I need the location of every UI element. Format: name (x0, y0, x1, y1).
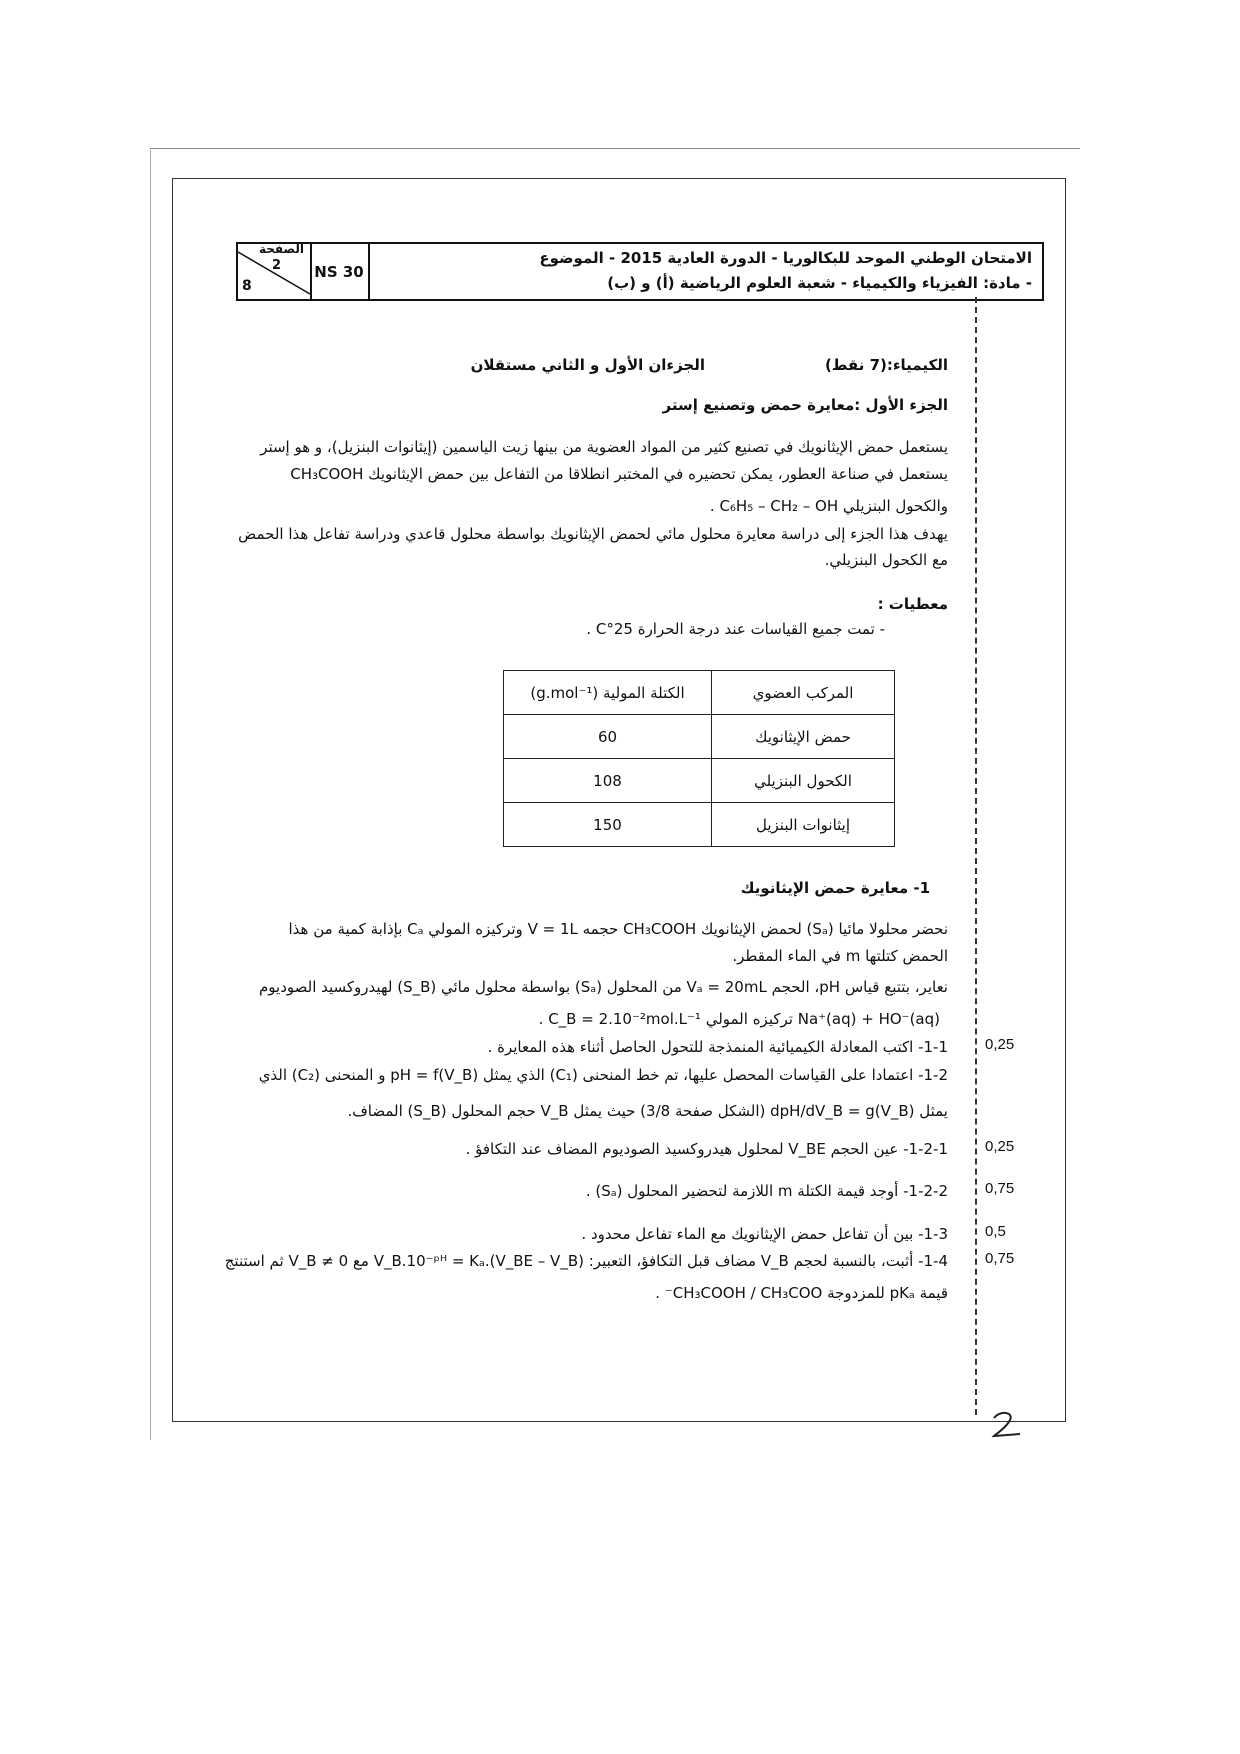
q1-para-3: نعاير، بتتبع قياس pH، الحجم Vₐ = 20mL من المحلول (Sₐ) بواسطة محلول مائي (S_B) لهيدروكسيد الصوديوم (258, 978, 948, 996)
q1-4-a: 1-4- أثبت، بالنسبة لحجم V_B مضاف قبل التكافؤ، التعبير: V_B.10⁻ᵖᴴ = Kₐ.(V_BE – V_B) مع V_B ≠ 0 ثم استنتج (224, 1252, 948, 1270)
table-head-mass: الكتلة المولية (g.mol⁻¹) (504, 671, 712, 715)
page-total: 8 (242, 278, 252, 294)
page-number: 2 (272, 258, 282, 273)
margin-separator (975, 297, 977, 1415)
page-label: الصفحة (258, 242, 304, 256)
chemistry-title: الكيمياء:(7 نقط) (825, 356, 948, 374)
givens-temperature: - تمت جميع القياسات عند درجة الحرارة 25°C . (586, 620, 885, 638)
score-q1-4: 0,75 (985, 1250, 1015, 1267)
intro-line-2: يستعمل في صناعة العطور، يمكن تحضيره في المختبر انطلاقا من التفاعل بين حمض الإيثانويك CH₃COOH (290, 465, 948, 483)
table-cell-compound: إيثانوات البنزيل (712, 803, 895, 847)
table-header-row (504, 671, 895, 715)
handwritten-mark-icon (990, 1410, 1026, 1440)
q1-2-1: 1-2-1- عين الحجم V_BE لمحلول هيدروكسيد الصوديوم المضاف عند التكافؤ . (465, 1140, 948, 1158)
score-q1-1: 0,25 (985, 1036, 1015, 1053)
table-cell-mass: 60 (504, 715, 712, 759)
q1-2-a: 1-2- اعتمادا على القياسات المحصل عليها، تم خط المنحنى (C₁) الذي يمثل pH = f(V_B) و المنحنى (C₂) الذي (258, 1066, 948, 1084)
scan-edge-left (150, 150, 151, 1440)
table-cell-compound: الكحول البنزيلي (712, 759, 895, 803)
q1-1: 1-1- اكتب المعادلة الكيميائية المنمذجة للتحول الحاصل أثناء هذه المعايرة . (487, 1038, 948, 1056)
q1-para-4: Na⁺(aq) + HO⁻(aq) تركيزه المولي C_B = 2.10⁻²mol.L⁻¹ . (538, 1010, 940, 1028)
table-cell-compound: حمض الإيثانويك (712, 715, 895, 759)
givens-title: معطيات : (877, 595, 948, 613)
table-row (504, 803, 895, 847)
table-cell-mass: 108 (504, 759, 712, 803)
table-head-compound: المركب العضوي (712, 671, 895, 715)
intro-line-5: مع الكحول البنزيلي. (824, 551, 948, 569)
score-q1-2-1: 0,25 (985, 1138, 1015, 1155)
score-q1-3: 0,5 (985, 1223, 1006, 1240)
exam-header (236, 242, 1044, 301)
intro-line-1: يستعمل حمض الإيثانويك في تصنيع كثير من المواد العضوية من بينها زيت الياسمين (إيثانوات البنزيل)، و هو إستر (260, 438, 948, 456)
table-cell-mass: 150 (504, 803, 712, 847)
q1-2-b: يمثل dpH/dV_B = g(V_B) (الشكل صفحة 3/8) حيث يمثل V_B حجم المحلول (S_B) المضاف. (347, 1102, 948, 1120)
molar-mass-table (503, 670, 895, 847)
exam-code: NS 30 (310, 244, 370, 299)
part1-title: الجزء الأول :معايرة حمض وتصنيع إستر (662, 396, 948, 414)
parts-independent-note: الجزءان الأول و الثاني مستقلان (470, 356, 705, 374)
table-row (504, 715, 895, 759)
q1-title: 1- معايرة حمض الإيثانويك (740, 879, 930, 897)
intro-line-3: والكحول البنزيلي C₆H₅ – CH₂ – OH . (709, 497, 948, 515)
q1-para-1: نحضر محلولا مائيا (Sₐ) لحمض الإيثانويك CH₃COOH حجمه V = 1L وتركيزه المولي Cₐ بإذابة كمية من هذا (288, 920, 948, 938)
table-row (504, 759, 895, 803)
q1-4-b: قيمة pKₐ للمزدوجة CH₃COOH / CH₃COO⁻ . (655, 1284, 948, 1302)
exam-title-line1: الامتحان الوطني الموحد للبكالوريا - الدورة العادية 2015 - الموضوع (539, 249, 1032, 267)
exam-title-block (378, 246, 1032, 296)
scan-edge-top (150, 148, 1080, 149)
exam-title-line2: - مادة: الفيزياء والكيمياء - شعبة العلوم الرياضية (أ) و (ب) (607, 274, 1032, 292)
page-number-box (238, 244, 312, 299)
score-q1-2-2: 0,75 (985, 1180, 1015, 1197)
q1-para-2: الحمض كتلتها m في الماء المقطر. (732, 947, 948, 965)
q1-2-2: 1-2-2- أوجد قيمة الكتلة m اللازمة لتحضير المحلول (Sₐ) . (585, 1182, 948, 1200)
q1-3: 1-3- بين أن تفاعل حمض الإيثانويك مع الماء تفاعل محدود . (581, 1225, 948, 1243)
intro-line-4: يهدف هذا الجزء إلى دراسة معايرة محلول مائي لحمض الإيثانويك بواسطة محلول قاعدي ودراسة تفاعل هذا الحمض (238, 525, 948, 543)
